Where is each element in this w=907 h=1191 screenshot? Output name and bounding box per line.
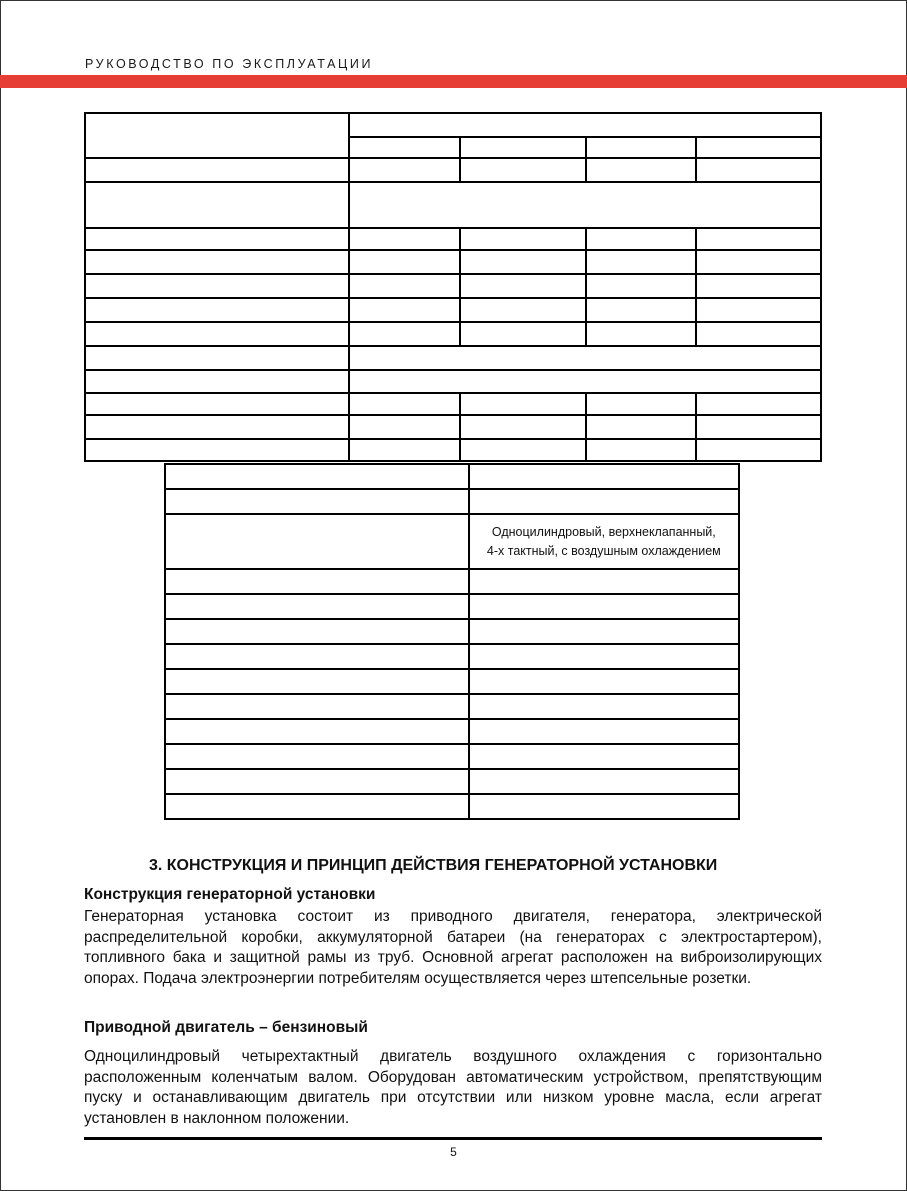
table-cell (460, 298, 586, 322)
header-band (0, 75, 907, 88)
table-row (165, 669, 739, 694)
table-row (85, 228, 821, 250)
table-cell (165, 694, 469, 719)
table-cell (469, 644, 739, 669)
table-cell (696, 250, 821, 274)
table-row (85, 322, 821, 346)
table-cell (85, 158, 349, 182)
table-cell (586, 250, 697, 274)
table-cell (349, 250, 460, 274)
table-row (85, 182, 821, 228)
section-title: 3. КОНСТРУКЦИЯ И ПРИНЦИП ДЕЙСТВИЯ ГЕНЕРАТОРНОЙ УСТАНОВКИ (149, 857, 718, 874)
table-cell (85, 113, 349, 158)
table-cell (469, 719, 739, 744)
table-row (165, 719, 739, 744)
generator-spec-table (84, 112, 822, 462)
table-cell (469, 594, 739, 619)
table-cell (85, 274, 349, 298)
table-row (165, 594, 739, 619)
table-cell (696, 393, 821, 415)
construction-heading: Конструкция генераторной установки (84, 886, 376, 903)
table-cell (85, 370, 349, 393)
table-cell (85, 439, 349, 461)
table-cell (469, 794, 739, 819)
table-cell (586, 137, 697, 158)
table-cell (586, 158, 697, 182)
table-row (85, 274, 821, 298)
table-cell (460, 158, 586, 182)
table-cell (349, 298, 460, 322)
table-cell (460, 228, 586, 250)
table-cell (696, 274, 821, 298)
table-cell (85, 322, 349, 346)
table-cell (586, 415, 697, 439)
table-cell (696, 158, 821, 182)
table-cell (165, 669, 469, 694)
table-cell (85, 393, 349, 415)
table-cell (85, 298, 349, 322)
table-row (165, 619, 739, 644)
header-title: РУКОВОДСТВО ПО ЭКСПЛУАТАЦИИ (85, 57, 374, 71)
table-row (85, 250, 821, 274)
engine-type-line-2: 4-х тактный, с воздушным охлаждением (486, 543, 721, 558)
table-row (85, 370, 821, 393)
page-number: 5 (450, 1145, 457, 1159)
table-row (85, 439, 821, 461)
table-cell (349, 393, 460, 415)
table-cell (165, 594, 469, 619)
table-cell (349, 137, 460, 158)
table-cell (85, 346, 349, 370)
table-cell (349, 415, 460, 439)
table-cell (165, 569, 469, 594)
table-cell (469, 744, 739, 769)
table-row (165, 744, 739, 769)
table-cell (165, 719, 469, 744)
table-cell (165, 464, 469, 489)
table-row (165, 464, 739, 489)
table-row (85, 415, 821, 439)
table-cell (349, 158, 460, 182)
table-cell (469, 694, 739, 719)
table-cell (165, 514, 469, 569)
table-cell (349, 322, 460, 346)
table-cell (85, 228, 349, 250)
table-row (85, 346, 821, 370)
engine-type-cell (469, 514, 739, 569)
table-cell (85, 250, 349, 274)
table-cell (165, 744, 469, 769)
table-cell (696, 439, 821, 461)
table-row (165, 794, 739, 819)
table-cell (85, 415, 349, 439)
table-row (165, 569, 739, 594)
table-cell (469, 769, 739, 794)
table-cell (469, 489, 739, 514)
table-cell (696, 228, 821, 250)
footer-rule (84, 1137, 822, 1140)
table-row (165, 489, 739, 514)
table-row (165, 694, 739, 719)
table-cell (349, 182, 821, 228)
table-cell (85, 182, 349, 228)
table-cell (696, 298, 821, 322)
construction-text: Генераторная установка состоит из приводного двигателя, генератора, электрической распределительной коробки, аккумуляторной батареи (на генераторах с электростартером), топливного бака и защитной рамы из труб. Основной агрегат расположен на виброизолирующих опорах. Подача электроэнергии потребителям осуществляется через штепсельные розетки. (84, 908, 822, 987)
table-cell (349, 370, 821, 393)
engine-spec-table (164, 463, 740, 820)
table-cell (460, 415, 586, 439)
table-cell (586, 228, 697, 250)
table-cell (460, 393, 586, 415)
table-cell (469, 669, 739, 694)
table-row (165, 514, 739, 569)
table-cell (349, 228, 460, 250)
table-cell (469, 464, 739, 489)
table-cell (696, 322, 821, 346)
table-cell (460, 250, 586, 274)
table-cell (349, 346, 821, 370)
table-cell (460, 274, 586, 298)
table-row (85, 298, 821, 322)
table-cell (460, 439, 586, 461)
table-cell (586, 439, 697, 461)
engine-type-line-1: Одноцилиндровый, верхнеклапанный, (491, 524, 716, 539)
table-cell (165, 489, 469, 514)
table-row (165, 644, 739, 669)
table-cell (165, 794, 469, 819)
table-cell (696, 415, 821, 439)
table-cell (586, 298, 697, 322)
table-cell (165, 769, 469, 794)
table-cell (165, 644, 469, 669)
table-cell (586, 322, 697, 346)
table-cell (349, 274, 460, 298)
table-cell (165, 619, 469, 644)
table-row (85, 113, 821, 137)
table-row (85, 158, 821, 182)
table-cell (586, 393, 697, 415)
table-row (165, 769, 739, 794)
table-cell (349, 113, 821, 137)
table-cell (460, 137, 586, 158)
table-cell (586, 274, 697, 298)
table-cell (460, 322, 586, 346)
engine-heading: Приводной двигатель – бензиновый (84, 1019, 368, 1036)
table-cell (349, 439, 460, 461)
table-cell (696, 137, 821, 158)
table-cell (469, 619, 739, 644)
engine-text: Одноцилиндровый четырехтактный двигатель воздушного охлаждения с горизонтально расположенным коленчатым валом. Оборудован автоматическим устройством, препятствующим пуску и останавливающим двигатель при отсутствии или низком уровне масла, если агрегат установлен в наклонном положении. (84, 1048, 822, 1127)
table-row (85, 393, 821, 415)
table-cell (469, 569, 739, 594)
